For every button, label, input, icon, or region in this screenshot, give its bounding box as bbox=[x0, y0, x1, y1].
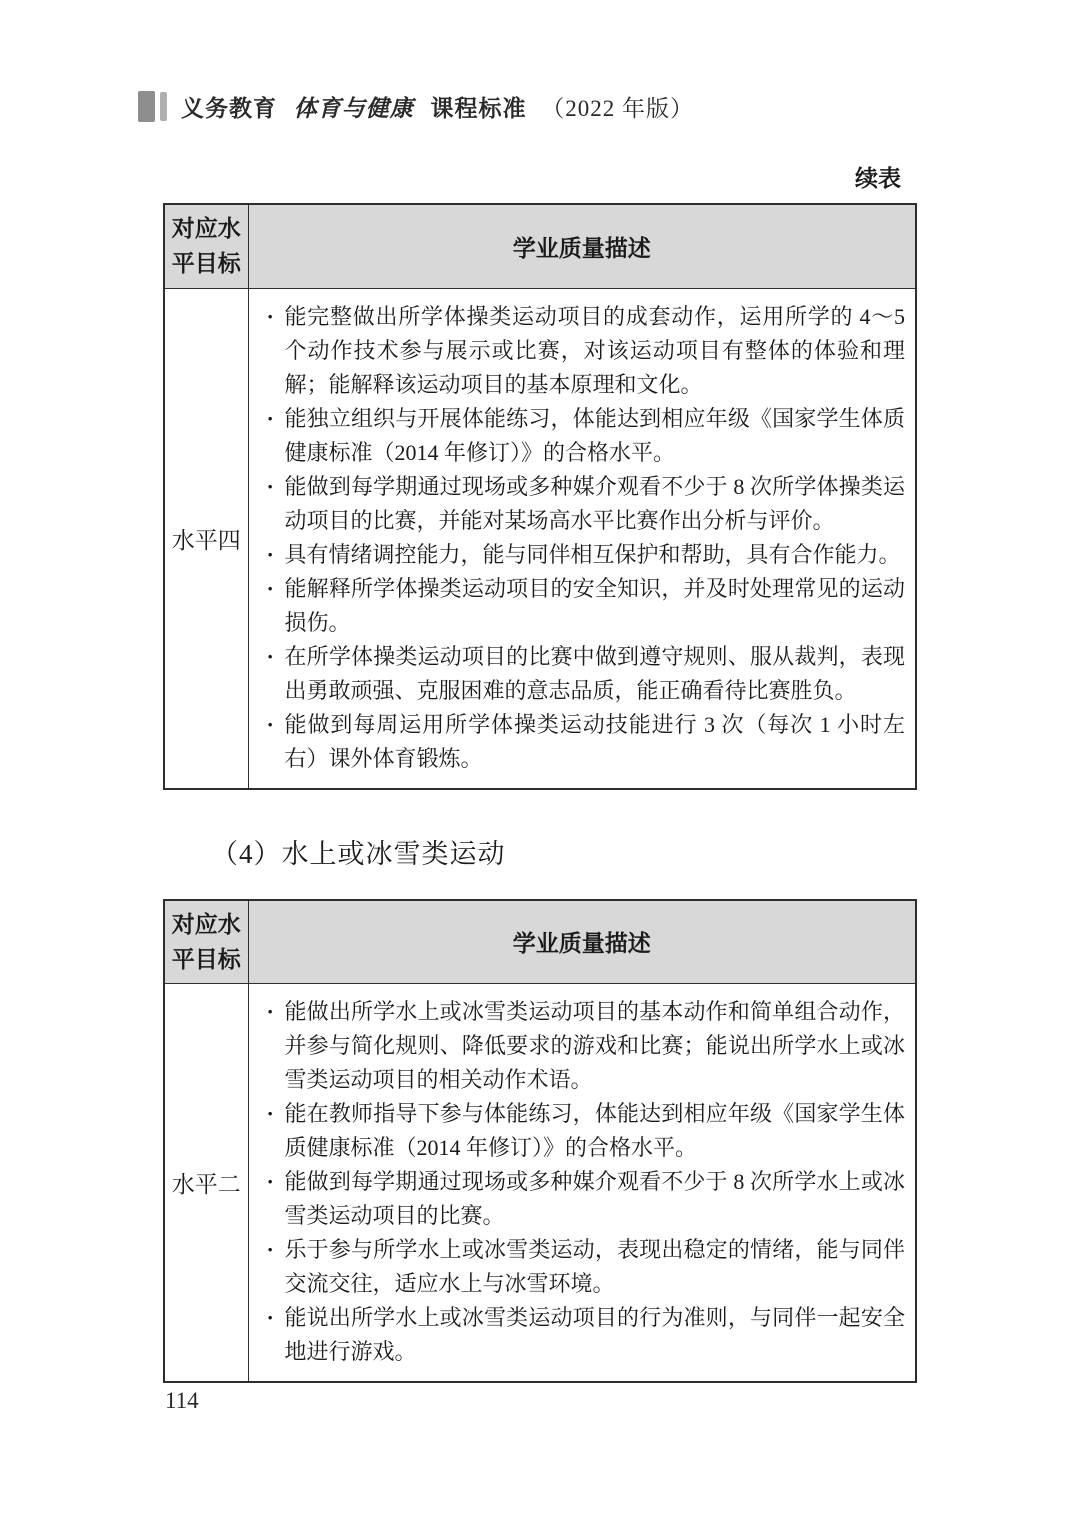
book-header bbox=[138, 90, 694, 123]
bullet-list bbox=[261, 995, 906, 1369]
bullet-item: · 能做出所学水上或冰雪类运动项目的基本动作和简单组合动作，并参与简化规则、降低要求的游戏和比赛；能说出所学水上或冰雪类运动项目的相关动作术语。 bbox=[261, 995, 906, 1097]
book-title-segment: （2022 年版） bbox=[541, 96, 694, 121]
book-title-segment: 课程标准 bbox=[430, 96, 527, 121]
bullet-item: · 能完整做出所学体操类运动项目的成套动作，运用所学的 4～5 个动作技术参与展示或比赛，对该运动项目有整体的体验和理解；能解释该运动项目的基本原理和文化。 bbox=[261, 300, 906, 402]
book-logo-icon bbox=[138, 91, 167, 122]
bullet-item: · 能解释所学体操类运动项目的安全知识，并及时处理常见的运动损伤。 bbox=[261, 572, 906, 640]
continued-table-label: 续表 bbox=[855, 166, 901, 191]
column-header-level-line2: 平目标 bbox=[171, 946, 241, 972]
page-number: 114 bbox=[165, 1388, 199, 1413]
page-content bbox=[163, 160, 917, 1383]
bullet-item: · 乐于参与所学水上或冰雪类运动，表现出稳定的情绪，能与同伴交流交往，适应水上与冰雪环境。 bbox=[261, 1233, 906, 1301]
quality-table-water-snow bbox=[163, 899, 917, 1384]
table-row bbox=[164, 288, 916, 789]
bullet-item: · 在所学体操类运动项目的比赛中做到遵守规则、服从裁判，表现出勇敢顽强、克服困难的意志品质，能正确看待比赛胜负。 bbox=[261, 640, 906, 708]
column-header-level-line1: 对应水 bbox=[171, 216, 241, 242]
bullet-item: · 具有情绪调控能力，能与同伴相互保护和帮助，具有合作能力。 bbox=[261, 538, 906, 572]
description-cell bbox=[248, 984, 916, 1383]
section-heading: （4）水上或冰雪类运动 bbox=[211, 838, 506, 869]
bullet-item: · 能说出所学水上或冰雪类运动项目的行为准则，与同伴一起安全地进行游戏。 bbox=[261, 1301, 906, 1369]
logo-bar-thin bbox=[160, 92, 167, 121]
column-header-level bbox=[164, 900, 248, 984]
bullet-item: · 能独立组织与开展体能练习，体能达到相应年级《国家学生体质健康标准（2014 年修订）》的合格水平。 bbox=[261, 402, 906, 470]
quality-table-gymnastics bbox=[163, 203, 917, 790]
bullet-item: · 能做到每学期通过现场或多种媒介观看不少于 8 次所学水上或冰雪类运动项目的比赛。 bbox=[261, 1165, 906, 1233]
level-cell: 水平四 bbox=[164, 288, 248, 789]
table-row bbox=[164, 984, 916, 1383]
description-cell bbox=[248, 288, 916, 789]
column-header-description: 学业质量描述 bbox=[248, 204, 916, 288]
book-title-segment: 体育与健康 bbox=[293, 96, 414, 121]
level-cell: 水平二 bbox=[164, 984, 248, 1383]
column-header-description: 学业质量描述 bbox=[248, 900, 916, 984]
bullet-item: · 能做到每学期通过现场或多种媒介观看不少于 8 次所学体操类运动项目的比赛，并能对某场高水平比赛作出分析与评价。 bbox=[261, 470, 906, 538]
book-title bbox=[181, 90, 694, 123]
column-header-level-line1: 对应水 bbox=[171, 911, 241, 937]
bullet-item: · 能做到每周运用所学体操类运动技能进行 3 次（每次 1 小时左右）课外体育锻炼。 bbox=[261, 708, 906, 776]
book-title-segment: 义务教育 bbox=[181, 96, 277, 121]
column-header-level-line2: 平目标 bbox=[171, 251, 241, 277]
logo-bar-thick bbox=[138, 91, 155, 122]
bullet-list bbox=[261, 300, 906, 776]
column-header-level bbox=[164, 204, 248, 288]
bullet-item: · 能在教师指导下参与体能练习，体能达到相应年级《国家学生体质健康标准（2014 年修订）》的合格水平。 bbox=[261, 1097, 906, 1165]
